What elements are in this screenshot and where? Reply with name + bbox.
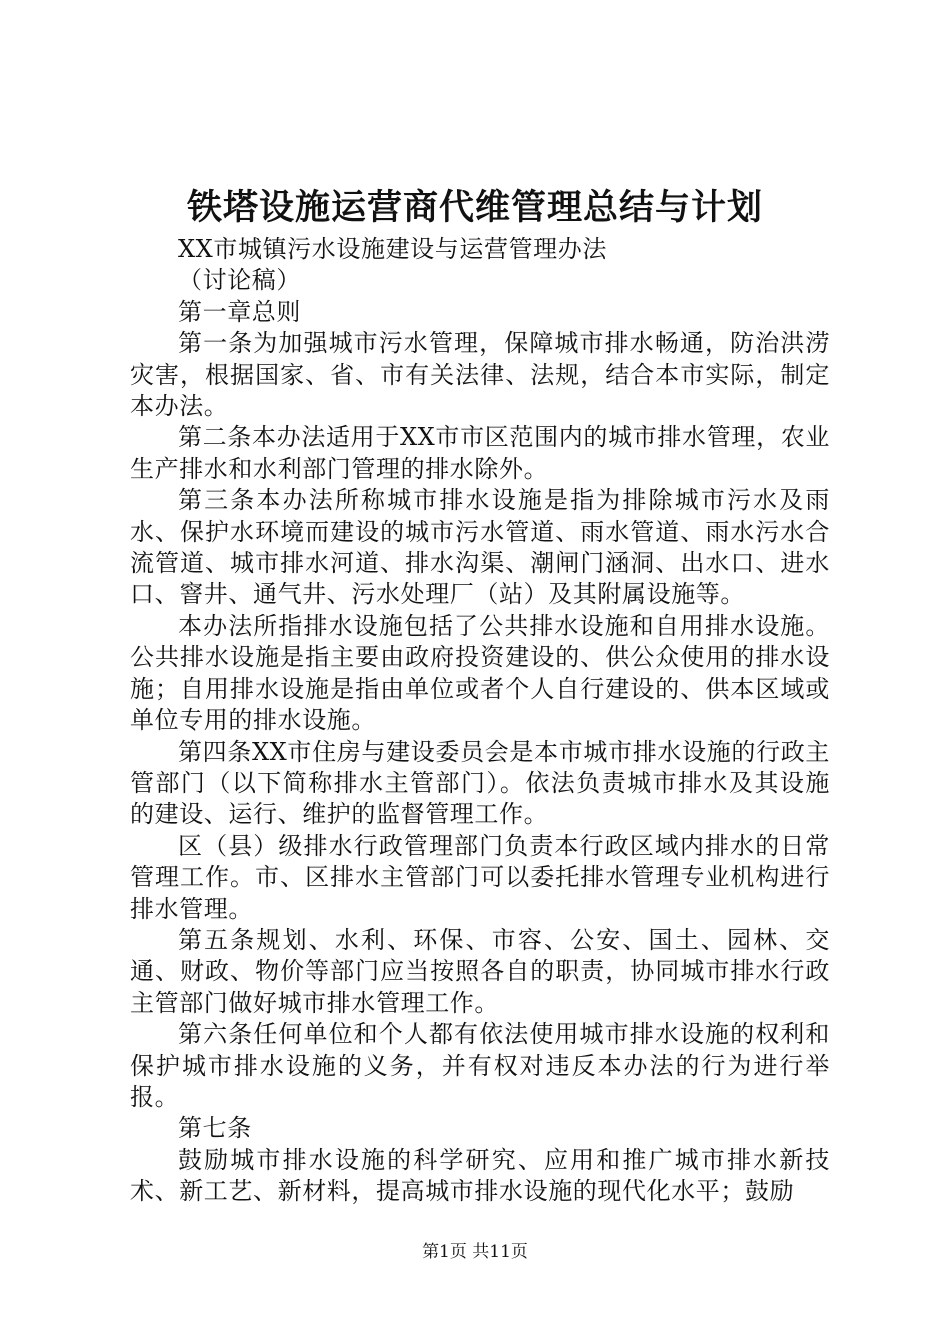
paragraph-draft-note: （讨论稿） [178, 266, 301, 295]
paragraph-article-6: 第六条任何单位和个人都有依法使用城市排水设施的权利和保护城市排水设施的义务，并有权对违反本办法的行为进行举报。 [130, 1020, 830, 1111]
page-footer [0, 1241, 950, 1263]
paragraph-article-3-note: 本办法所指排水设施包括了公共排水设施和自用排水设施。公共排水设施是指主要由政府投资建设的、供公众使用的排水设施；自用排水设施是指由单位或者个人自行建设的、供本区域或单位专用的排水设施。 [130, 611, 830, 735]
paragraph-article-5: 第五条规划、水利、环保、市容、公安、国土、园林、交通、财政、物价等部门应当按照各自的职责，协同城市排水行政主管部门做好城市排水管理工作。 [130, 925, 830, 1017]
paragraph-article-7: 鼓励城市排水设施的科学研究、应用和推广城市排水新技术、新工艺、新材料，提高城市排水设施的现代化水平；鼓励 [130, 1145, 830, 1206]
paragraph-article-1: 第一条为加强城市污水管理，保障城市排水畅通，防治洪涝灾害，根据国家、省、市有关法律、法规，结合本市实际，制定本办法。 [130, 329, 830, 421]
page-number: 第1页 [422, 1242, 467, 1262]
document-body [130, 234, 830, 1208]
paragraph-heading: XX市城镇污水设施建设与运营管理办法 [178, 235, 607, 263]
document-title: 铁塔设施运营商代维管理总结与计划 [186, 187, 763, 228]
paragraph-article-3: 第三条本办法所称城市排水设施是指为排除城市污水及雨水、保护水环境而建设的城市污水管道、雨水管道、雨水污水合流管道、城市排水河道、排水沟渠、潮闸门涵洞、出水口、进水口、窨井、通气井、污水处理厂（站）及其附属设施等。 [130, 486, 830, 609]
paragraph-chapter-1: 第一章总则 [178, 297, 301, 326]
paragraph-article-2: 第二条本办法适用于XX市市区范围内的城市排水管理，农业生产排水和水利部门管理的排水除外。 [130, 423, 830, 483]
paragraph-article-4: 第四条XX市住房与建设委员会是本市城市排水设施的行政主管部门（以下简称排水主管部门）。依法负责城市排水及其设施的建设、运行、维护的监督管理工作。 [130, 737, 830, 829]
page-total: 共11页 [472, 1242, 528, 1262]
paragraph-article-7-heading: 第七条 [178, 1114, 252, 1143]
paragraph-article-4-note: 区（县）级排水行政管理部门负责本行政区域内排水的日常管理工作。市、区排水主管部门可以委托排水管理专业机构进行排水管理。 [130, 831, 830, 923]
